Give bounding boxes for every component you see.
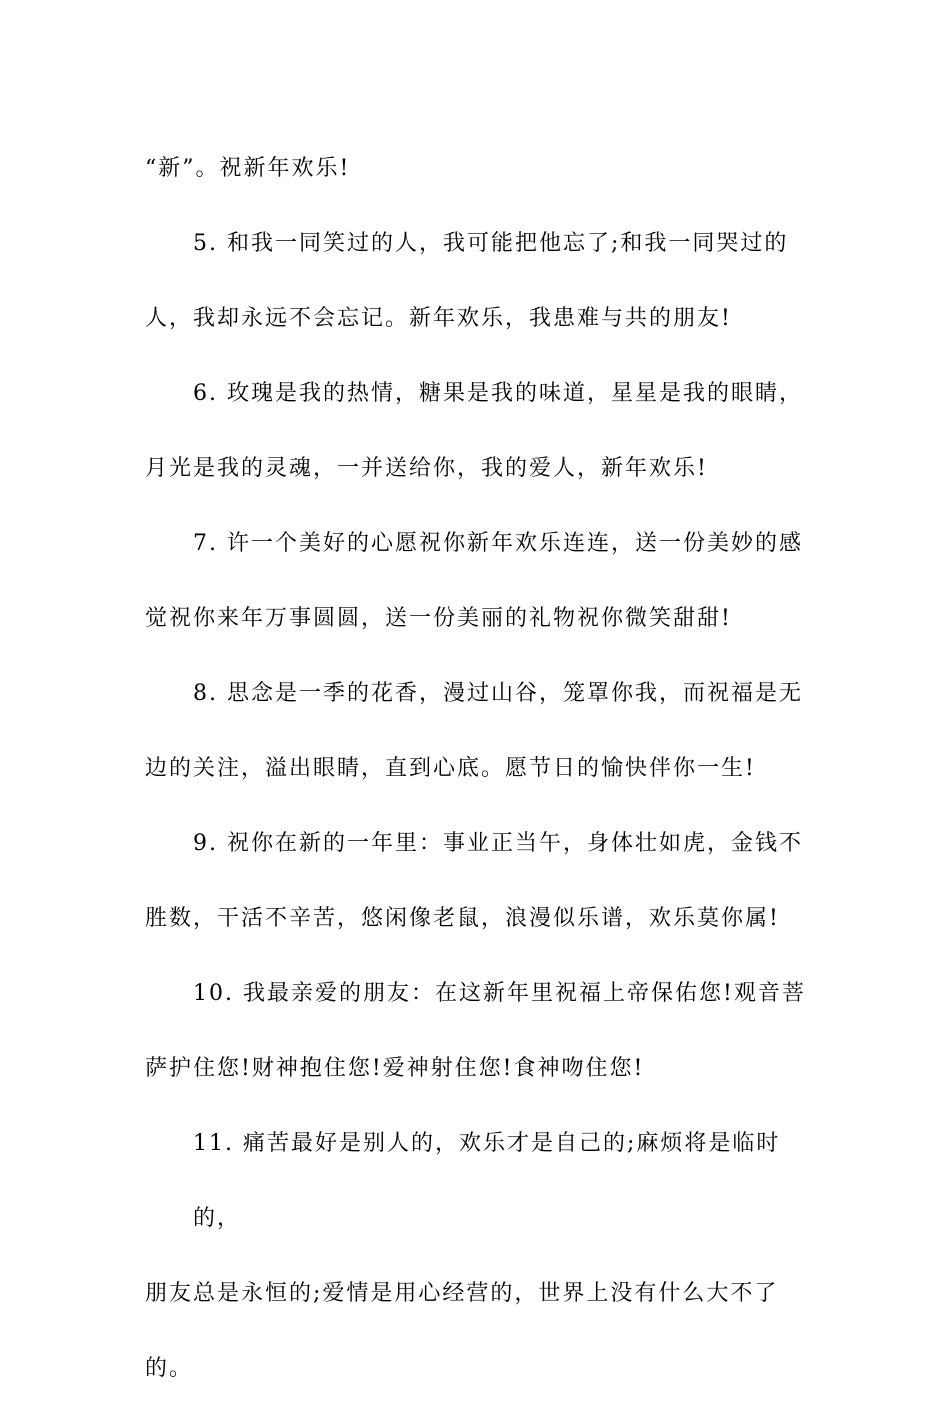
paragraph-continuation: “新”。祝新年欢乐! — [145, 156, 351, 181]
paragraph-item-8: 8. 思念是一季的花香，漫过山谷，笼罩你我，而祝福是无 边的关注，溢出眼睛，直到心底。愿节日的愉快伴你一生! — [145, 681, 803, 781]
paragraph-item-6: 6. 玫瑰是我的热情，糖果是我的味道，星星是我的眼睛， 月光是我的灵魂，一并送给你，我的爱人，新年欢乐! — [145, 381, 803, 481]
document-body — [145, 131, 825, 1406]
paragraph-item-7: 7. 许一个美好的心愿祝你新年欢乐连连，送一份美妙的感 觉祝你来年万事圆圆，送一份美丽的礼物祝你微笑甜甜! — [145, 531, 803, 631]
paragraph-item-11: 11. 痛苦最好是别人的，欢乐才是自己的;麻烦将是临时的， 朋友总是永恒的;爱情是用心经营的，世界上没有什么大不了的。 — [145, 1131, 781, 1381]
paragraph-item-9: 9. 祝你在新的一年里：事业正当午，身体壮如虎，金钱不 胜数，干活不辛苦，悠闲像老鼠，浪漫似乐谱，欢乐莫你属! — [145, 831, 803, 931]
paragraph-item-5: 5. 和我一同笑过的人，我可能把他忘了;和我一同哭过的 人，我却永远不会忘记。新年欢乐，我患难与共的朋友! — [145, 231, 789, 331]
paragraph-item-10: 10. 我最亲爱的朋友：在这新年里祝福上帝保佑您!观音菩 萨护住您!财神抱住您!爱神射住您!食神吻住您! — [145, 981, 806, 1081]
